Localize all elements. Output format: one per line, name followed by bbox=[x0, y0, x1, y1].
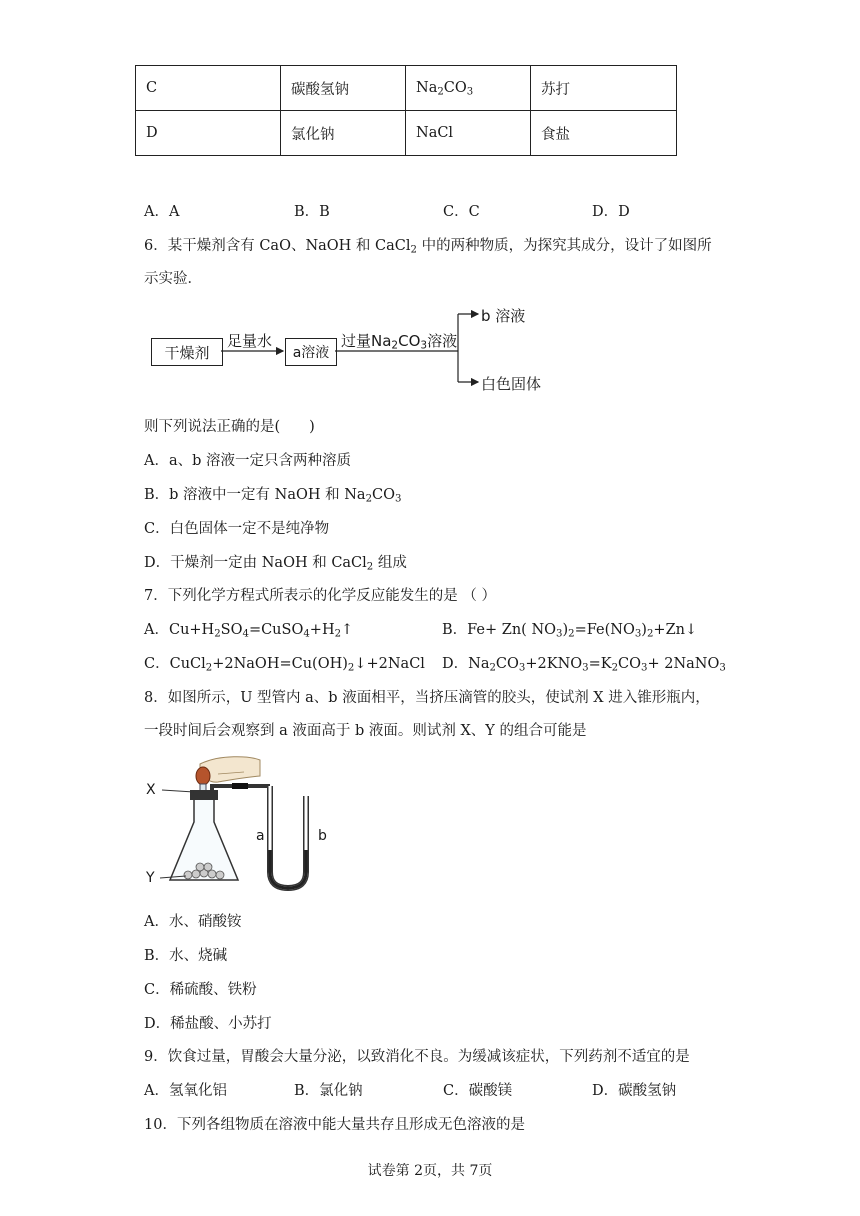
q9-stem: 9．饮食过量，胃酸会大量分泌，以致消化不良。为缓减该症状，下列药剂不适宜的是 bbox=[144, 1049, 690, 1065]
table-cell: D bbox=[136, 111, 281, 156]
q8-option-b: B．水、烧碱 bbox=[144, 948, 228, 964]
label-b: b bbox=[318, 828, 327, 844]
q7-option-d: D．$Na_2CO_3+2KNO_3=K_2CO_3+$ 2NaNO$_3$ bbox=[442, 656, 726, 674]
q5-option-b: B．B bbox=[294, 204, 330, 220]
q5-option-d: D．D bbox=[592, 204, 630, 220]
apparatus-figure bbox=[140, 752, 340, 892]
flow-arrows bbox=[0, 0, 860, 420]
table-cell: 食盐 bbox=[531, 111, 677, 156]
flow-label-water: 足量水 bbox=[227, 332, 273, 350]
q6-stem-line2: 示实验． bbox=[144, 271, 202, 287]
table-cell: NaCl bbox=[406, 111, 531, 156]
q8-option-c: C．稀硫酸、铁粉 bbox=[144, 982, 257, 998]
q6-option-b: B．b 溶液中一定有 NaOH 和 $Na_2CO_3$ bbox=[144, 487, 402, 505]
q7-option-a: A．$Cu+H_2SO_4=CuSO_4+H_2↑$ bbox=[144, 622, 354, 640]
flow-label-reagent: 过量$Na_2CO_3$溶液 bbox=[341, 332, 458, 352]
q6-prompt: 则下列说法正确的是( ) bbox=[144, 419, 315, 435]
flow-box-desiccant: 干燥剂 bbox=[151, 338, 223, 366]
formula-subscript: 3 bbox=[466, 86, 474, 98]
q6-stem-line1: 6．某干燥剂含有 CaO、NaOH 和 CaCl$_2$ 中的两种物质，为探究其成分，设计了如图所 bbox=[144, 238, 712, 256]
q5-option-c: C．C bbox=[443, 204, 480, 220]
q10-stem: 10．下列各组物质在溶液中能大量共存且形成无色溶液的是 bbox=[144, 1117, 525, 1133]
q8-stem-line2: 一段时间后会观察到 a 液面高于 b 液面。则试剂 X、Y 的组合可能是 bbox=[144, 723, 587, 739]
q9-option-d: D．碳酸氢钠 bbox=[592, 1083, 677, 1099]
label-x: X bbox=[146, 782, 156, 798]
q9-option-b: B．氯化钠 bbox=[294, 1083, 363, 1099]
q7-option-c: C．$CuCl_2+2NaOH=Cu(OH)_2↓+2NaCl$ bbox=[144, 656, 425, 674]
q6-option-a: A．a、b 溶液一定只含两种溶质 bbox=[144, 453, 352, 469]
table-cell: 氯化钠 bbox=[281, 111, 406, 156]
q8-stem-line1: 8．如图所示，U 型管内 a、b 液面相平，当挤压滴管的胶头，使试剂 X 进入锥形瓶内， bbox=[144, 690, 710, 706]
flow-output-b-solution: b 溶液 bbox=[481, 307, 526, 325]
page-footer: 试卷第 2页，共 7页 bbox=[367, 1163, 493, 1179]
flow-output-white-solid: 白色固体 bbox=[481, 375, 542, 393]
table-cell: 苏打 bbox=[531, 66, 677, 111]
formula-part: CO bbox=[443, 80, 467, 96]
label-a: a bbox=[256, 828, 265, 844]
table-cell: 碳酸氢钠 bbox=[281, 66, 406, 111]
label-y: Y bbox=[146, 870, 155, 886]
q7-option-b: B．Fe+ Zn( $NO_3)_2=Fe(NO_3)_2+Zn↓$ bbox=[442, 622, 698, 640]
q9-option-a: A．氢氧化铝 bbox=[144, 1083, 227, 1099]
q7-stem: 7．下列化学方程式所表示的化学反应能发生的是 （ ） bbox=[144, 588, 496, 604]
flow-box-a-solution: a溶液 bbox=[285, 338, 337, 366]
q8-option-a: A．水、硝酸铵 bbox=[144, 914, 242, 930]
q5-option-a: A．A bbox=[144, 204, 180, 220]
q6-option-d: D．干燥剂一定由 NaOH 和 CaCl$_2$ 组成 bbox=[144, 555, 407, 573]
q6-option-c: C．白色固体一定不是纯净物 bbox=[144, 521, 330, 537]
q9-option-c: C．碳酸镁 bbox=[443, 1083, 513, 1099]
formula-subscript: 2 bbox=[437, 86, 444, 98]
formula-part: Na bbox=[416, 80, 438, 96]
q8-option-d: D．稀盐酸、小苏打 bbox=[144, 1016, 272, 1032]
table-cell: C bbox=[136, 66, 281, 111]
